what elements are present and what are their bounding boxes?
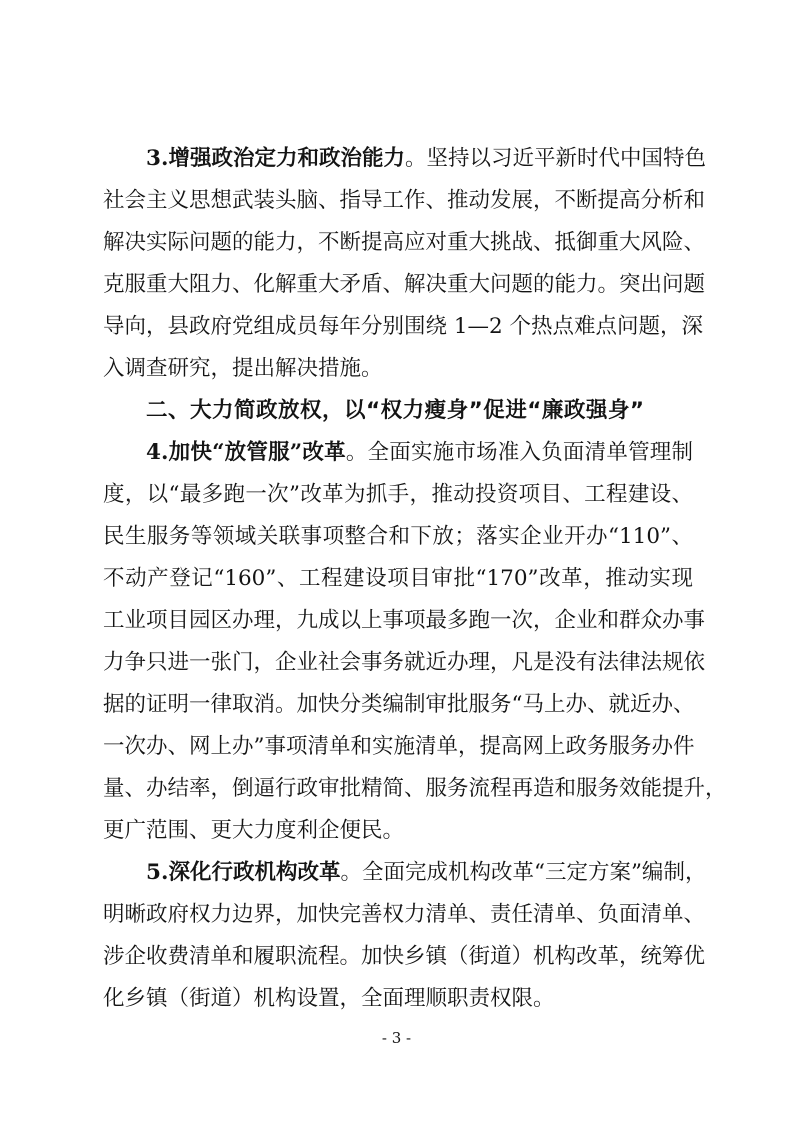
paragraph-4-line-8: 一次办、网上办”事项清单和实施清单，提高网上政务服务办件 — [103, 734, 695, 759]
paragraph-3-line-2: 社会主义思想武装头脑、指导工作、推动发展，不断提高分析和 — [103, 188, 706, 213]
paragraph-4-lead: 4.加快“放管服”改革 — [146, 440, 346, 465]
paragraph-4-line-7: 据的证明一律取消。加快分类编制审批服务“马上办、就近办、 — [103, 692, 695, 717]
paragraph-3-line-1-text: 。坚持以习近平新时代中国特色 — [404, 146, 706, 171]
paragraph-4-line-1-text: 。全面实施市场准入负面清单管理制 — [345, 440, 693, 465]
paragraph-4-line-9: 量、办结率，倒逼行政审批精简、服务流程再造和服务效能提升， — [103, 776, 727, 801]
paragraph-4-line-3: 民生服务等领域关联事项整合和下放；落实企业开办“110”、 — [103, 524, 693, 549]
page-number: - 3 - — [381, 1029, 412, 1047]
paragraph-3-line-1 — [146, 144, 706, 174]
paragraph-4-line-5: 工业项目园区办理，九成以上事项最多跑一次，企业和群众办事 — [103, 608, 706, 633]
paragraph-5-line-1 — [146, 858, 707, 888]
paragraph-4-line-10: 更广范围、更大力度利企便民。 — [103, 818, 405, 843]
paragraph-4-line-1 — [146, 438, 693, 468]
paragraph-3-line-4: 克服重大阻力、化解重大矛盾、解决重大问题的能力。突出问题 — [103, 272, 706, 297]
paragraph-4-line-6: 力争只进一张门，企业社会事务就近办理，凡是没有法律法规依 — [103, 650, 706, 675]
paragraph-5-line-1-text: 。全面完成机构改革“三定方案”编制， — [340, 860, 707, 885]
paragraph-3-line-3: 解决实际问题的能力，不断提高应对重大挑战、抵御重大风险、 — [103, 230, 706, 255]
paragraph-3-lead: 3.增强政治定力和政治能力 — [146, 146, 405, 171]
paragraph-5-line-2: 明晰政府权力边界，加快完善权力清单、责任清单、负面清单、 — [103, 902, 706, 927]
paragraph-3-line-5: 导向，县政府党组成员每年分别围绕 1—2 个热点难点问题，深 — [103, 314, 704, 339]
paragraph-4-line-4: 不动产登记“160”、工程建设项目审批“170”改革，推动实现 — [103, 566, 693, 591]
paragraph-4-line-2: 度，以“最多跑一次”改革为抓手，推动投资项目、工程建设、 — [103, 482, 693, 507]
paragraph-5-lead: 5.深化行政机构改革 — [146, 860, 341, 885]
paragraph-5-line-4: 化乡镇（街道）机构设置，全面理顺职责权限。 — [103, 986, 555, 1011]
section-heading: 二、大力简政放权，以“权力瘦身”促进“廉政强身” — [146, 398, 645, 423]
paragraph-3-line-6: 入调查研究，提出解决措施。 — [103, 356, 383, 381]
paragraph-5-line-3: 涉企收费清单和履职流程。加快乡镇（街道）机构改革，统筹优 — [103, 944, 706, 969]
